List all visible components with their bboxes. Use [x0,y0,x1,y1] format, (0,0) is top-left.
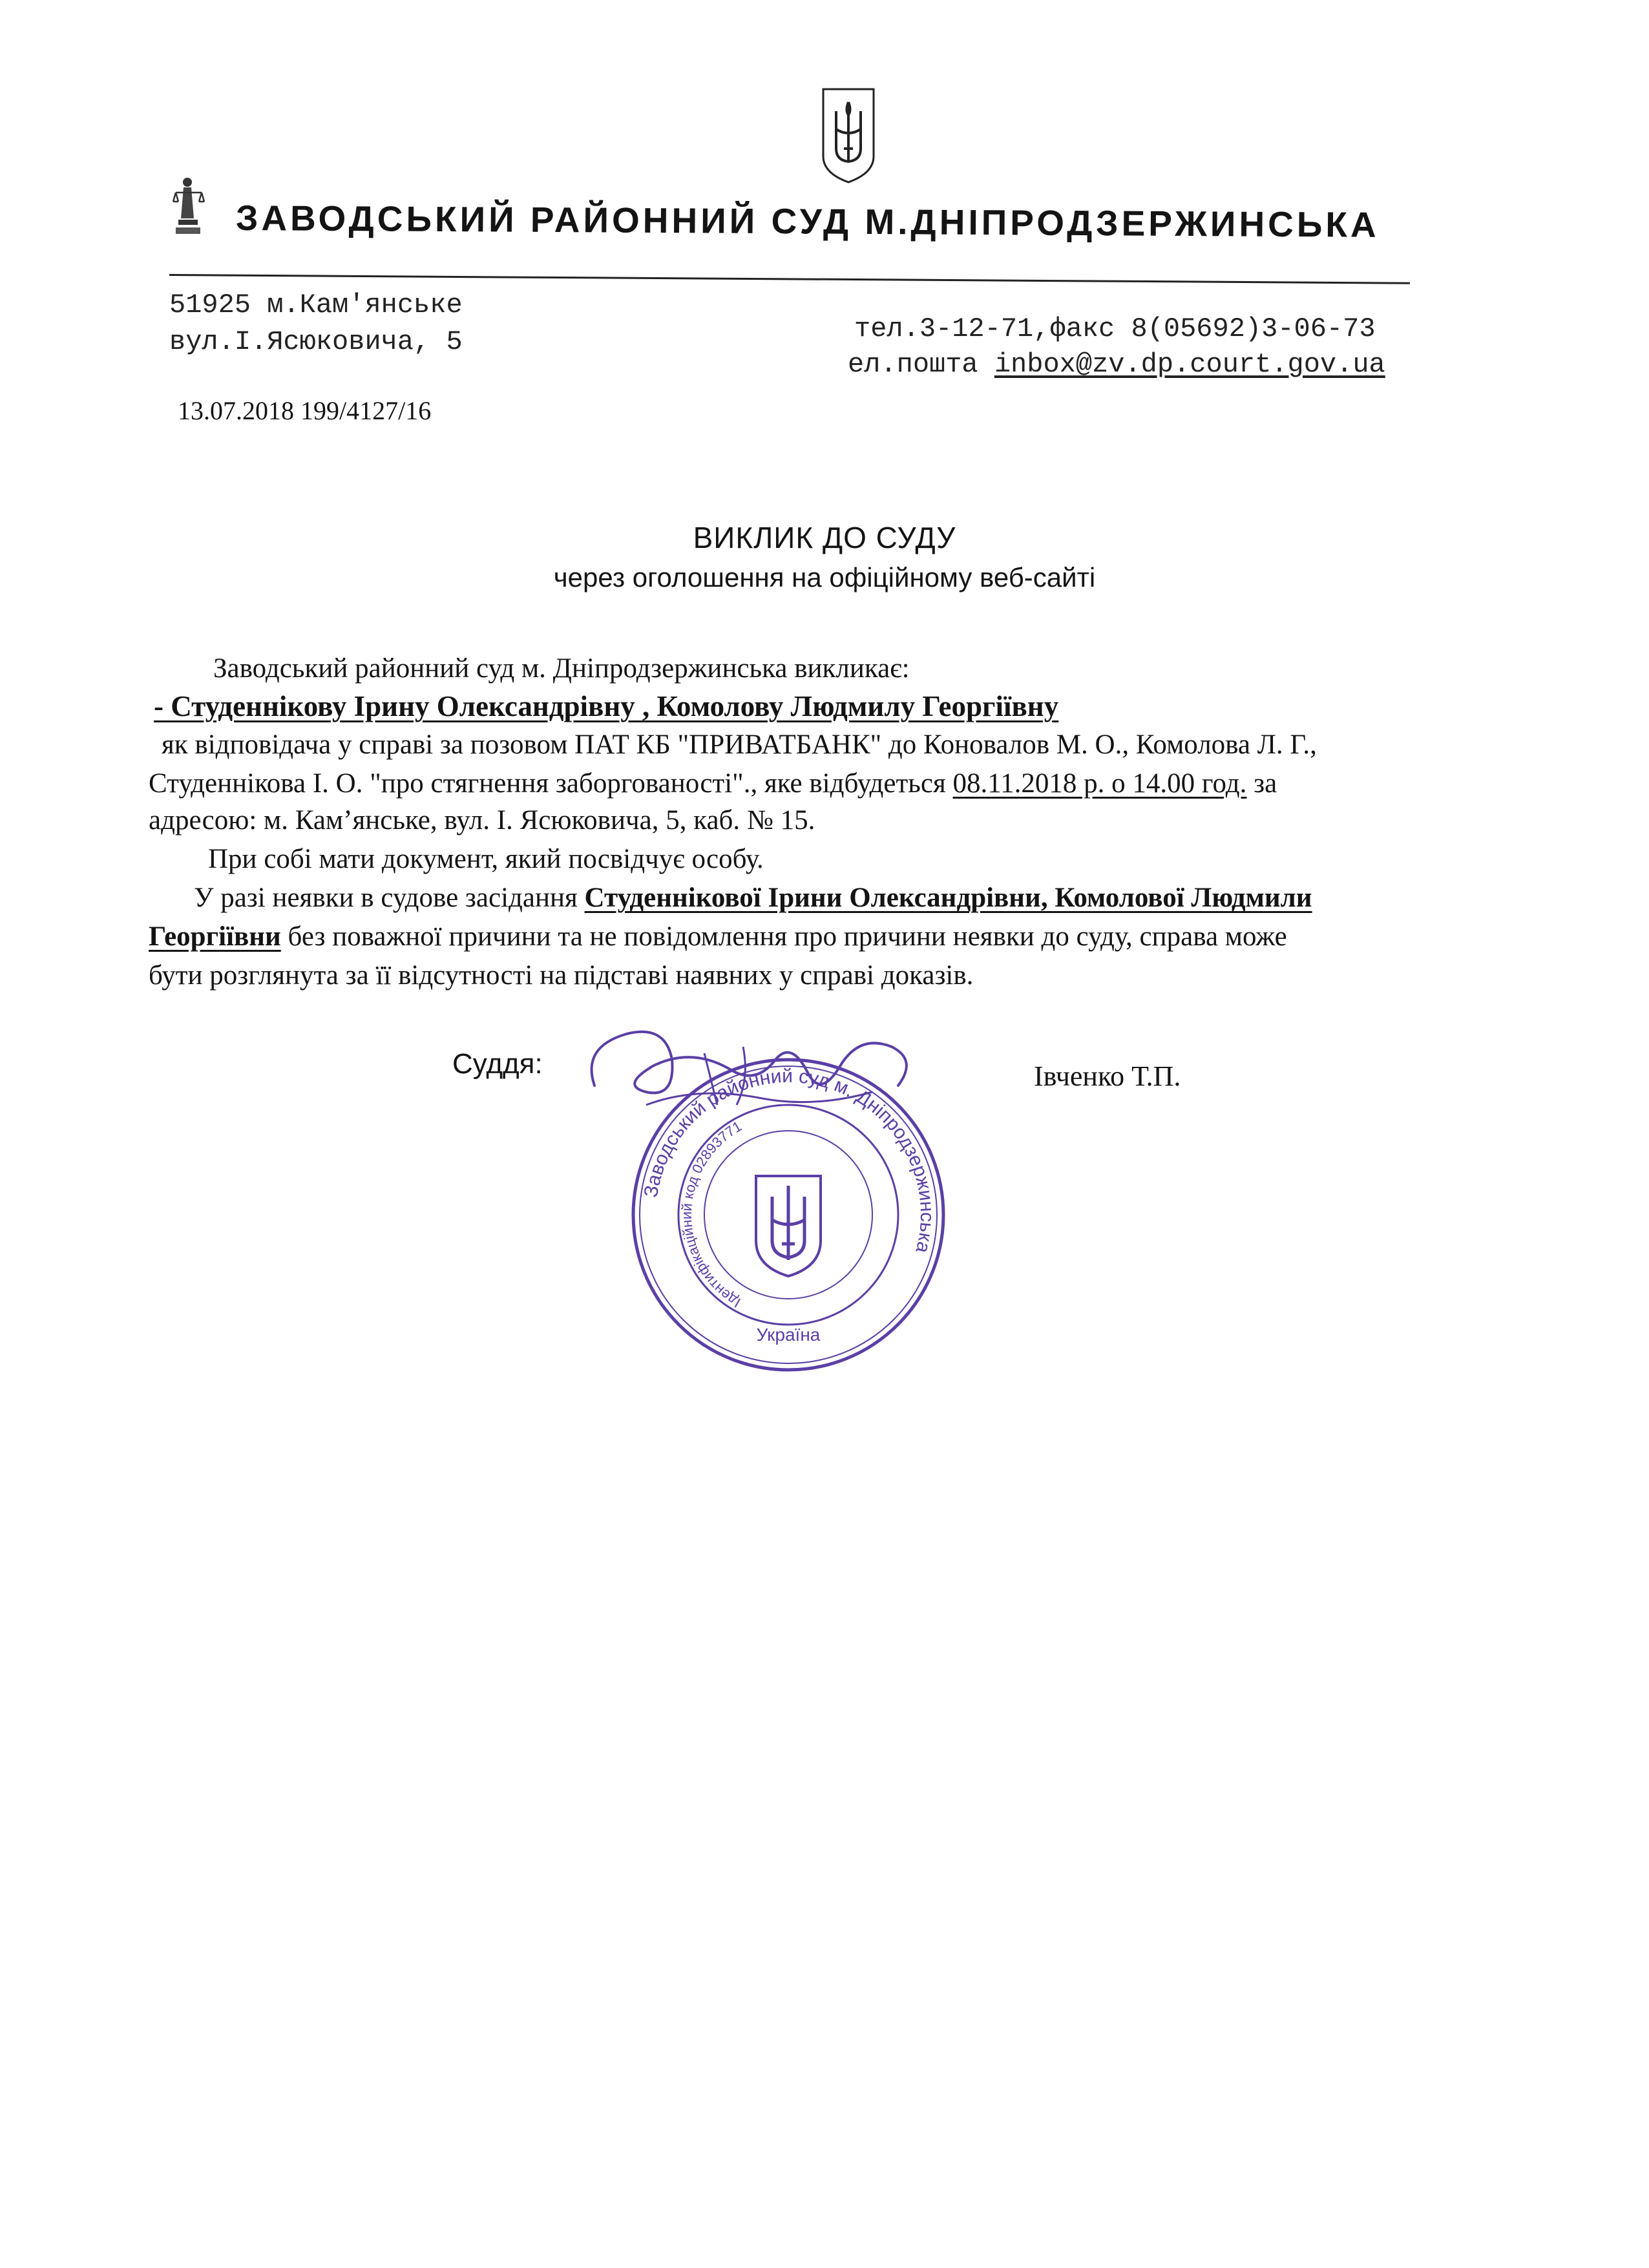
body-line-4 [149,768,1277,800]
body-line-6: При собі мати документ, який посвідчує особу. [208,844,764,874]
hearing-date: 08.11.2018 р. о 14.00 год. [952,768,1247,799]
official-stamp [627,1053,950,1376]
trident-emblem [819,84,877,187]
phone-fax: тел.3-12-71,факс 8(05692)3-06-73 [854,313,1376,344]
stamp-inner-text: Ідентифікаційний код 02893771 [678,1118,745,1311]
themis-logo [169,173,208,238]
stamp-country: Україна [756,1325,821,1345]
document-subtitle: через оголошення на офіційному веб-сайті [553,562,1096,593]
email-label: ел.пошта [848,349,994,380]
document-title: ВИКЛИК ДО СУДУ [693,521,956,554]
document-reference: 13.07.2018 199/4127/16 [178,396,432,425]
email-link[interactable]: inbox@zv.dp.court.gov.ua [994,349,1385,380]
court-name: ЗАВОДСЬКИЙ РАЙОННИЙ СУД М.ДНІПРОДЗЕРЖИНСЬКА [235,198,1380,245]
body-line-9: бути розглянута за її відсутності на підставі наявних у справі доказів. [149,960,974,991]
body-line-1: Заводський районний суд м. Дніпродзержинська викликає: [213,653,910,684]
header-divider [169,274,1410,284]
stamp-trident-icon [756,1176,821,1276]
svg-text:Ідентифікаційний код 02893771 [678,1118,744,1311]
non-appearance-intro: У разі неявки в судове засідання [194,883,585,913]
judge-label: Суддя: [452,1048,543,1080]
address-line-1: 51925 м.Кам'янське [169,289,463,320]
address-line-2: вул.І.Ясюковича, 5 [169,326,463,357]
persons-genitive: Студеннікової Ірини Олександрівни, Комолової Людмили [584,883,1312,913]
body-line-7 [194,882,1312,914]
email-line [848,349,1385,380]
body-line-8-text: без поважної причини та не повідомлення про причини неявки до суду, справа може [280,921,1287,952]
body-line-3: як відповідача у справі за позовом ПАТ КБ "ПРИВАТБАНК" до Коновалов М. О., Комолова Л. Г., [162,730,1317,760]
body-line-4-tail: за [1246,768,1277,799]
case-description: Студеннікова І. О. "про стягнення заборгованості"., яке відбудеться [149,768,953,799]
stamp-outer-text: Заводський районний суд м. Дніпродзержинська [640,1065,938,1255]
summoned-persons: - Студеннікову Ірину Олександрівну , Комолову Людмилу Георгіївну [154,690,1059,722]
body-line-8 [149,921,1287,953]
persons-genitive-cont: Георгіївни [149,921,281,952]
body-line-5: адресою: м. Кам’янське, вул. І. Ясюковича, 5, каб. № 15. [149,805,815,835]
judge-name: Івченко Т.П. [1034,1060,1181,1092]
